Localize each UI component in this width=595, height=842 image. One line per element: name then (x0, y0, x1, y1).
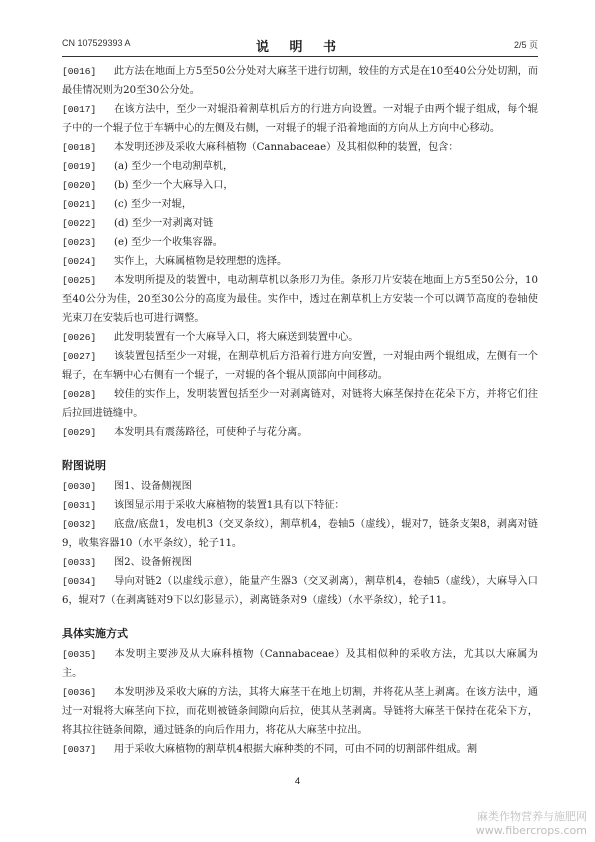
document-body (62, 62, 538, 759)
document-title: 说 明 书 (255, 40, 345, 55)
paragraph-text: 该装置包括至少一对辊，在割草机后方沿着行进方向安置，一对辊由两个辊组成，左侧有一个辊子，在车辆中心右侧有一个辊子，一对辊的各个辊从顶部向中间移动。 (62, 351, 538, 381)
paragraph-number: [0020] (62, 180, 97, 191)
paragraph-text: 底盘/底盘1，发电机3（交叉条纹），割草机4，卷轴5（虚线），辊对7，链条支架8，剥离对链9，收集容器10（水平条纹），轮子11。 (62, 519, 538, 549)
paragraph-text: 本发明主要涉及从大麻科植物（Cannabaceae）及其相似种的采收方法，尤其以大麻属为主。 (62, 649, 538, 679)
paragraph-number: [0018] (62, 142, 97, 153)
paragraph-number: [0033] (62, 557, 97, 568)
paragraph-text: 在该方法中，至少一对辊沿着割草机后方的行进方向设置。一对辊子由两个辊子组成，每个辊子中的一个辊子位于车辆中心的左侧及右侧，一对辊子的辊子沿着地面的方向从上方向中心移动。 (62, 104, 538, 134)
section-title-embodiment: 具体实施方式 (62, 627, 128, 640)
paragraph (62, 62, 538, 100)
paragraph-text: 本发明还涉及采收大麻科植物（Cannabaceae）及其相似种的装置，包含： (114, 142, 459, 153)
paragraph-text: 本发明涉及采收大麻的方法，其将大麻茎干在地上切割，并将花从茎上剥离。在该方法中，通过一对辊将大麻茎向下拉，而花则被链条间隙向后拉，使其从茎剥离。导链将大麻茎干保持在花朵下方，将其拉往链条间隙，通过链条的向后作用力，将花从大麻茎中拉出。 (62, 687, 538, 736)
paragraph-text: (e) 至少一个收集容器。 (114, 237, 223, 248)
paragraph-number: [0024] (62, 256, 97, 267)
paragraph-text: 导向对链2（以虚线示意），能量产生器3（交叉剥离），割草机4，卷轴5（虚线），大麻导入口6，辊对7（在剥离链对9下以幻影显示），剥离链条对9（虚线）（水平条纹），轮子11。 (62, 576, 538, 606)
paragraph (62, 271, 538, 328)
paragraph-group-figures (62, 477, 538, 610)
document-id: CN 107529393 A (62, 38, 131, 48)
paragraph-number: [0028] (62, 389, 97, 400)
paragraph (62, 683, 538, 740)
paragraph-number: [0029] (62, 427, 97, 438)
paragraph-number: [0021] (62, 199, 97, 210)
paragraph-group-description (62, 62, 538, 442)
paragraph (62, 100, 538, 138)
paragraph-number: [0017] (62, 104, 97, 115)
watermark-url: www.fibercrops.com (475, 824, 587, 837)
paragraph (62, 138, 538, 157)
paragraph-number: [0022] (62, 218, 97, 229)
paragraph-text: (b) 至少一个大麻导入口， (114, 180, 234, 191)
paragraph-number: [0025] (62, 275, 97, 286)
paragraph (62, 553, 538, 572)
paragraph (62, 347, 538, 385)
paragraph (62, 515, 538, 553)
paragraph-text: (d) 至少一对剥离对链 (114, 218, 214, 229)
paragraph-text: 用于采收大麻植物的割草机4根据大麻种类的不同，可由不同的切割部件组成。割 (114, 744, 478, 755)
paragraph (62, 645, 538, 683)
paragraph (62, 477, 538, 496)
paragraph-number: [0034] (62, 576, 97, 587)
paragraph (62, 423, 538, 442)
paragraph-number: [0035] (62, 649, 97, 660)
paragraph-number: [0032] (62, 519, 97, 530)
paragraph-group-embodiment (62, 645, 538, 759)
site-watermark (476, 810, 587, 838)
section-title-figures: 附图说明 (62, 459, 106, 472)
paragraph-text: 本发明具有震荡路径，可使种子与花分离。 (114, 427, 308, 438)
paragraph-text: 图2、设备俯视图 (114, 557, 192, 568)
paragraph-number: [0030] (62, 481, 97, 492)
paragraph-number: [0023] (62, 237, 97, 248)
paragraph-text: (a) 至少一个电动割草机， (114, 161, 234, 172)
header-divider (62, 56, 538, 57)
paragraph (62, 252, 538, 271)
paragraph (62, 740, 538, 759)
paragraph-text: 此发明装置有一个大麻导入口，将大麻送到装置中心。 (114, 332, 359, 343)
paragraph-number: [0027] (62, 351, 97, 362)
paragraph (62, 572, 538, 610)
paragraph-number: [0031] (62, 500, 97, 511)
paragraph-text: 实作上，大麻属植物是较理想的选择。 (114, 256, 288, 267)
paragraph (62, 195, 538, 214)
paragraph-text: (c) 至少一对辊， (114, 199, 193, 210)
paragraph-number: [0019] (62, 161, 97, 172)
paragraph (62, 176, 538, 195)
paragraph-number: [0016] (62, 66, 97, 77)
paragraph-text: 图1、设备侧视图 (114, 481, 192, 492)
paragraph-text: 该图显示用于采收大麻植物的装置1具有以下特征： (114, 500, 345, 511)
paragraph (62, 157, 538, 176)
paragraph (62, 233, 538, 252)
page-number: 4 (294, 776, 301, 787)
page-header (62, 36, 538, 54)
paragraph-text: 本发明所提及的装置中，电动割草机以条形刀为佳。条形刀片安装在地面上方5至50公分，10至40公分为佳，20至30公分的高度为最佳。实作中，透过在割草机上方安装一个可以调节高度的卷轴使光束刀在安装后也可进行调整。 (62, 275, 538, 324)
paragraph (62, 385, 538, 423)
watermark-name: 麻类作物营养与施肥网 (477, 810, 587, 823)
paragraph (62, 496, 538, 515)
page-indicator: 2/5 页 (513, 40, 538, 50)
paragraph-text: 较佳的实作上，发明装置包括至少一对剥离链对，对链将大麻茎保持在花朵下方，并将它们往后拉回进链缝中。 (62, 389, 538, 419)
paragraph-text: 此方法在地面上方5至50公分处对大麻茎干进行切割，较佳的方式是在10至40公分处切割，而最佳情况则为20至30公分处。 (62, 66, 538, 96)
paragraph-number: [0026] (62, 332, 97, 343)
paragraph (62, 328, 538, 347)
paragraph-number: [0036] (62, 687, 97, 698)
paragraph-number: [0037] (62, 744, 97, 755)
paragraph (62, 214, 538, 233)
